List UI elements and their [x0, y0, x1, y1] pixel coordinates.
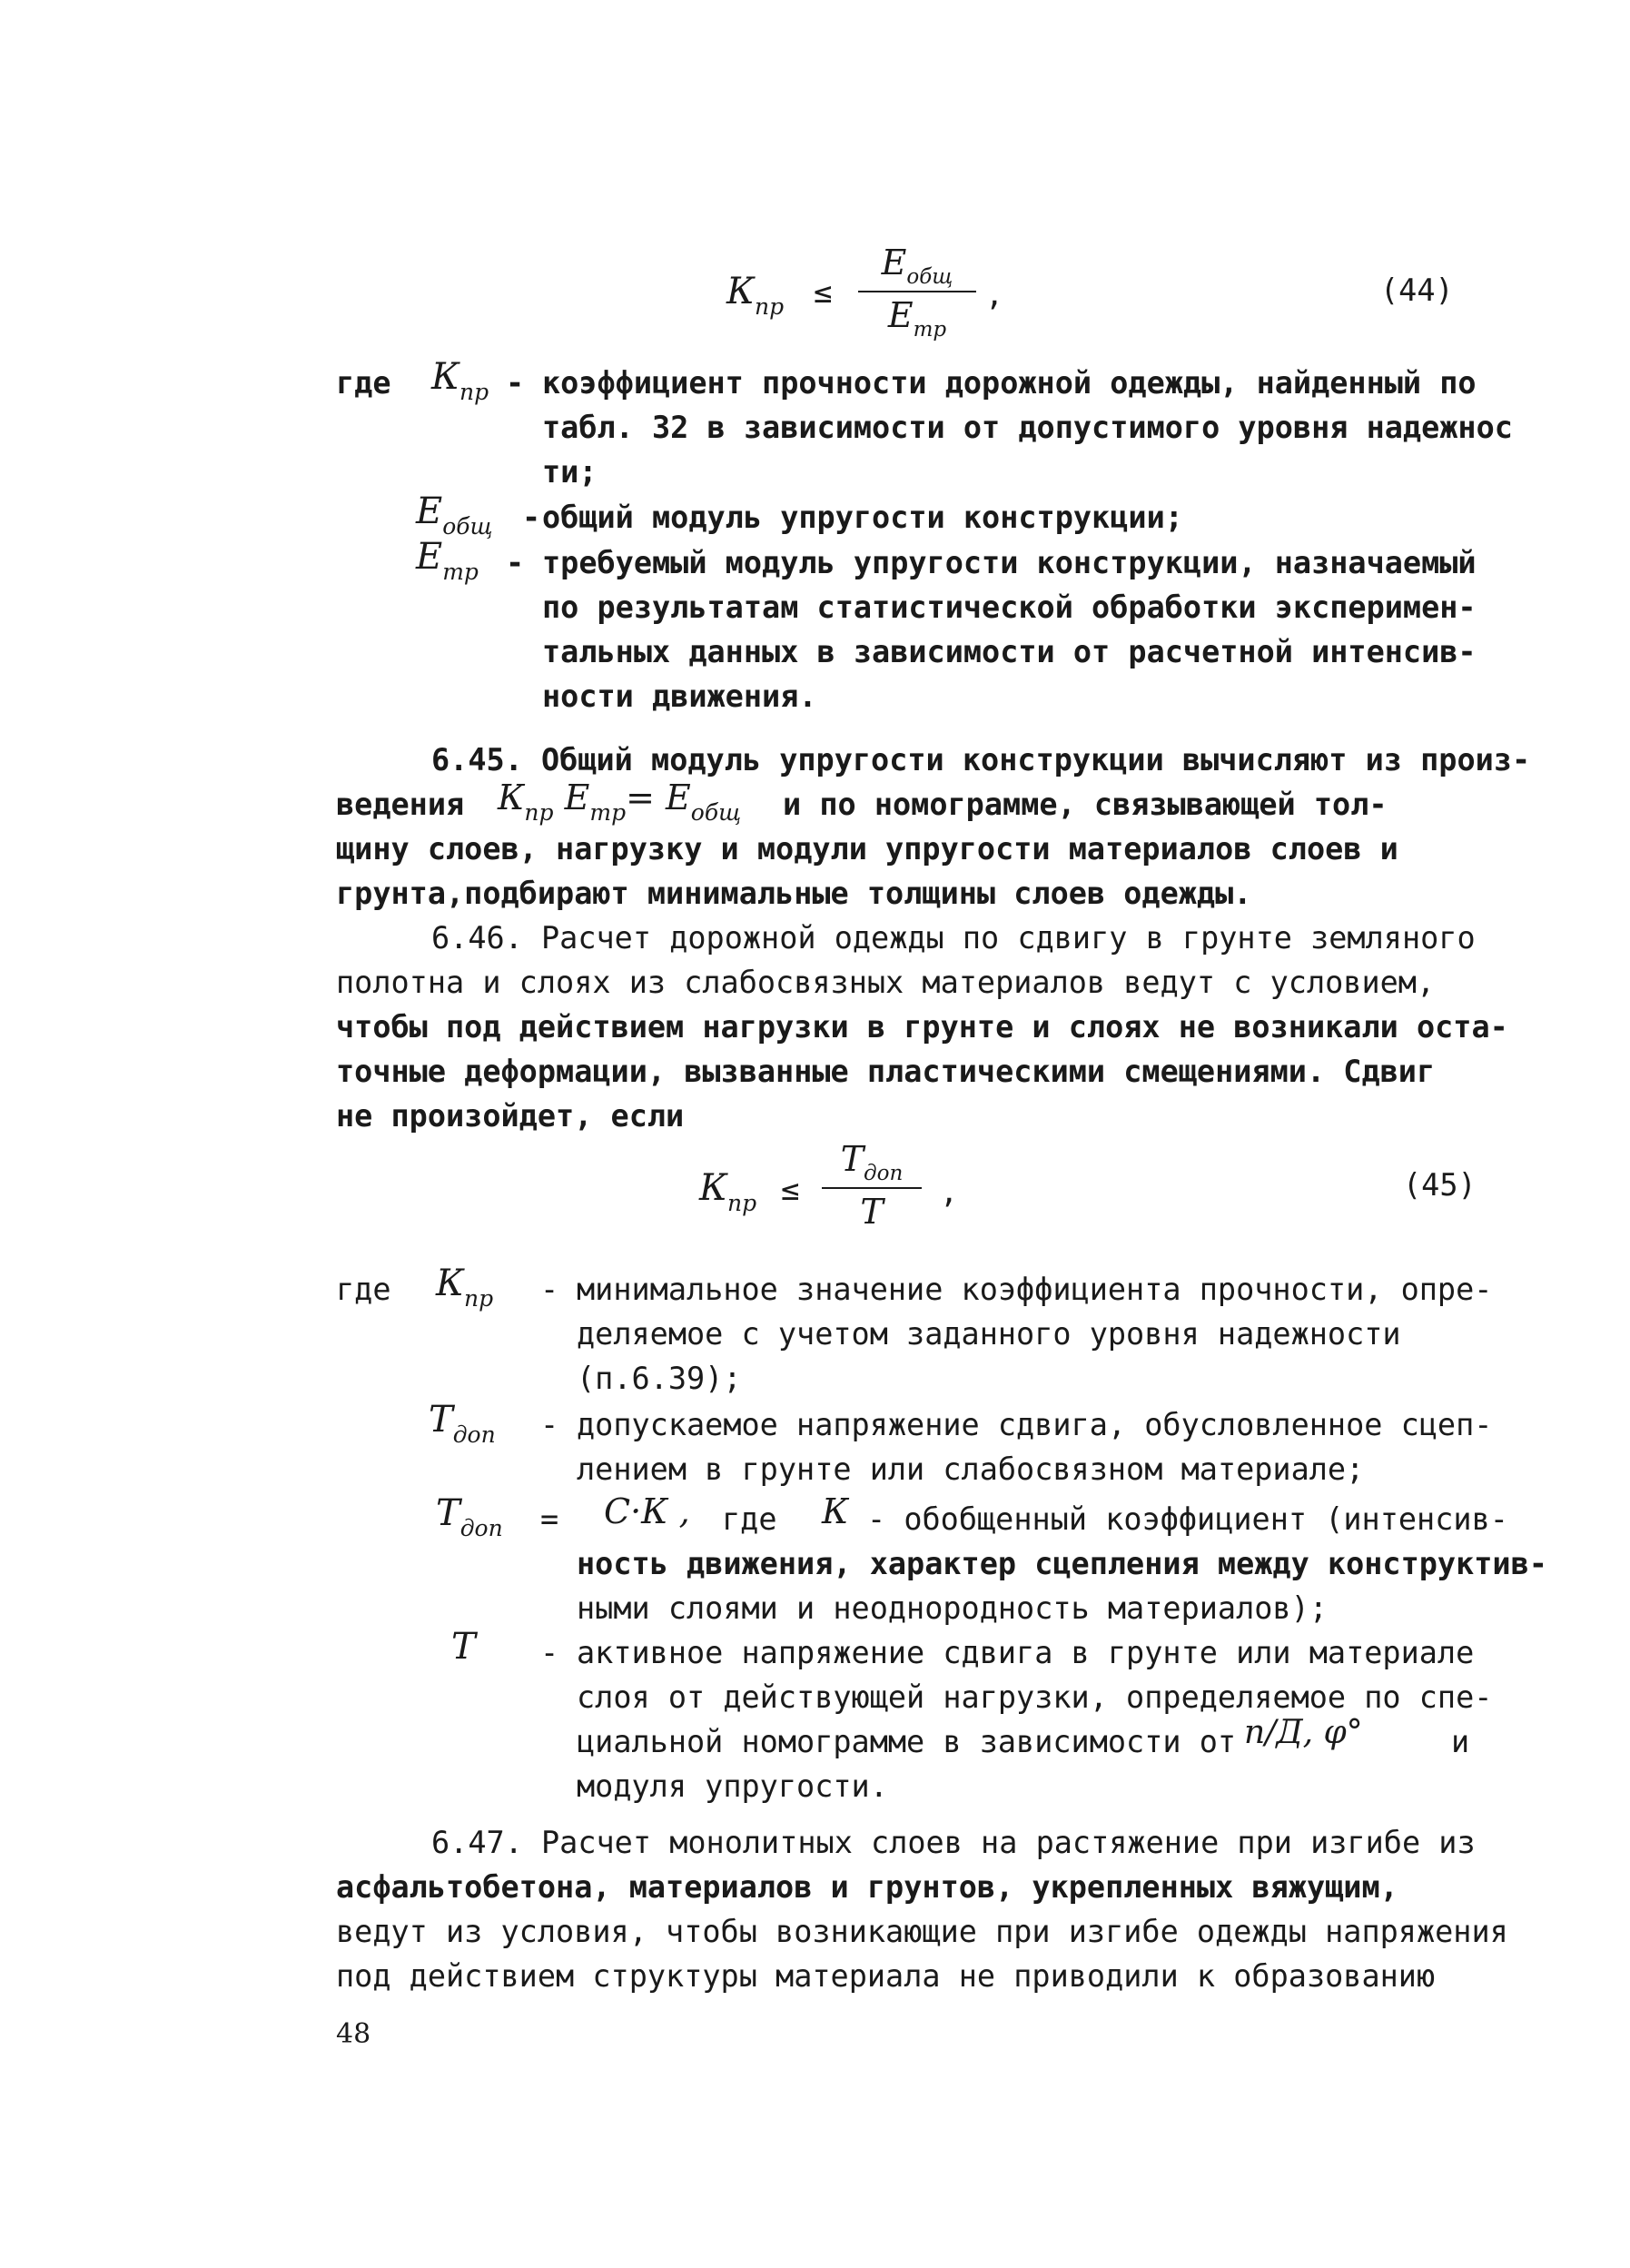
eq45-numerator: $Т_{доп}$ [840, 1139, 904, 1185]
definition-line: минимальное значение коэффициента прочности, опре- [577, 1272, 1493, 1307]
definition-line: слоя от действующей нагрузки, определяемое по спе- [577, 1679, 1493, 1715]
dash: - [540, 1635, 559, 1670]
formula-n-d-phi: п/Д, φ° [1244, 1714, 1363, 1751]
eq44-fraction-bar [858, 291, 976, 292]
definition-line: циальной номограмме в зависимости от [577, 1724, 1237, 1759]
eq45-comma: , [940, 1174, 959, 1210]
symbol-t-dop: $Т_{доп}$ [436, 1492, 503, 1541]
definition-line: модуля упругости. [577, 1768, 888, 1804]
paragraph-line: грунта,подбирают минимальные толщины слоев одежды. [336, 876, 1252, 911]
page-number: 48 [336, 2018, 371, 2050]
paragraph-line: 6.47. Расчет монолитных слоев на растяжение при изгибе из [431, 1825, 1476, 1860]
eq44-denominator: $Е_{тр}$ [887, 295, 947, 342]
inline-formula: $К_{пр}$ $Е_{тр}= Е_{общ}$ [498, 777, 742, 826]
symbol-e-tr: $Е_{тр}$ [416, 536, 479, 585]
definition-line: ти; [542, 454, 598, 490]
eq45-number: (45) [1403, 1167, 1477, 1203]
paragraph-line: точные деформации, вызванные пластическими смещениями. Сдвиг [336, 1054, 1436, 1089]
eq45-lhs: $К_{пр}$ [699, 1167, 757, 1216]
dash: - [540, 1407, 559, 1442]
definition-line: ными слоями и неоднородность материалов); [577, 1590, 1328, 1626]
definition-line: и [1451, 1724, 1470, 1759]
where-label: где [336, 1272, 391, 1307]
definition-line: по результатам статистической обработки эксперимен- [542, 589, 1477, 625]
eq44-relation: ≤ [814, 274, 833, 311]
paragraph-line: асфальтобетона, материалов и грунтов, укрепленных вяжущим, [336, 1869, 1398, 1905]
paragraph-line: 6.45. Общий модуль упругости конструкции вычисляют из произ- [431, 742, 1531, 777]
equals-sign: = [540, 1501, 559, 1537]
eq44-number: (44) [1380, 272, 1454, 308]
paragraph-line: чтобы под действием нагрузки в грунте и слоях не возникали оста- [336, 1009, 1508, 1045]
eq44-fraction [858, 243, 976, 340]
dash: - [506, 365, 525, 401]
definition-line: где [722, 1501, 777, 1537]
symbol-k-pr: $К_{пр}$ [436, 1263, 494, 1312]
eq44-lhs: $К_{пр}$ [726, 271, 785, 320]
definition-line: ность движения, характер сцепления между конструктив- [577, 1546, 1547, 1581]
where-label: где [336, 365, 391, 401]
symbol-t: Т [451, 1626, 476, 1668]
paragraph-line: щину слоев, нагрузку и модули упругости материалов слоев и [336, 831, 1398, 867]
definition-line: коэффициент прочности дорожной одежды, найденный по [542, 365, 1477, 401]
definition-line: тальных данных в зависимости от расчетной интенсив- [542, 634, 1477, 669]
paragraph-line: не произойдет, если [336, 1098, 685, 1134]
definition-line: допускаемое напряжение сдвига, обусловленное сцеп- [577, 1407, 1493, 1442]
paragraph-line: 6.46. Расчет дорожной одежды по сдвигу в грунте земляного [431, 920, 1476, 956]
definition-line: активное напряжение сдвига в грунте или материале [577, 1635, 1475, 1670]
definition-line: ности движения. [542, 678, 817, 714]
eq45-fraction [822, 1140, 922, 1231]
eq45-denominator: Т [860, 1192, 884, 1232]
definition-line: общий модуль упругости конструкции; [542, 500, 1183, 535]
definition-line: требуемый модуль упругости конструкции, назначаемый [542, 545, 1477, 580]
definition-line: деляемое с учетом заданного уровня надежности [577, 1316, 1401, 1352]
symbol-k-pr: $К_{пр}$ [431, 356, 489, 405]
paragraph-line: полотна и слоях из слабосвязных материалов ведут с условием, [336, 965, 1436, 1000]
definition-line: - обобщенный коэффициент (интенсив- [867, 1501, 1508, 1537]
dash: - [522, 500, 541, 535]
definition-line: лением в грунте или слабосвязном материале; [577, 1451, 1365, 1487]
definition-line: табл. 32 в зависимости от допустимого уровня надежнос [542, 410, 1513, 445]
eq45-relation: ≤ [781, 1172, 800, 1208]
symbol-k: К [822, 1491, 849, 1531]
dash: - [506, 545, 525, 580]
eq44-comma: , [985, 277, 1004, 312]
symbol-t-dop: $Т_{доп}$ [429, 1399, 496, 1448]
paragraph-line: под действием структуры материала не приводили к образованию [336, 1958, 1436, 1994]
paragraph-line: ведения [336, 787, 465, 822]
paragraph-line: и по номограмме, связывающей тол- [783, 787, 1388, 822]
formula-c-k: С·К , [604, 1491, 690, 1531]
symbol-e-obsh: $Е_{общ}$ [416, 490, 493, 540]
eq45-fraction-bar [822, 1187, 922, 1189]
definition-line: (п.6.39); [577, 1361, 742, 1396]
paragraph-line: ведут из условия, чтобы возникающие при изгибе одежды напряжения [336, 1914, 1508, 1949]
dash: - [540, 1272, 559, 1307]
eq44-numerator: $Е_{общ}$ [881, 243, 953, 289]
